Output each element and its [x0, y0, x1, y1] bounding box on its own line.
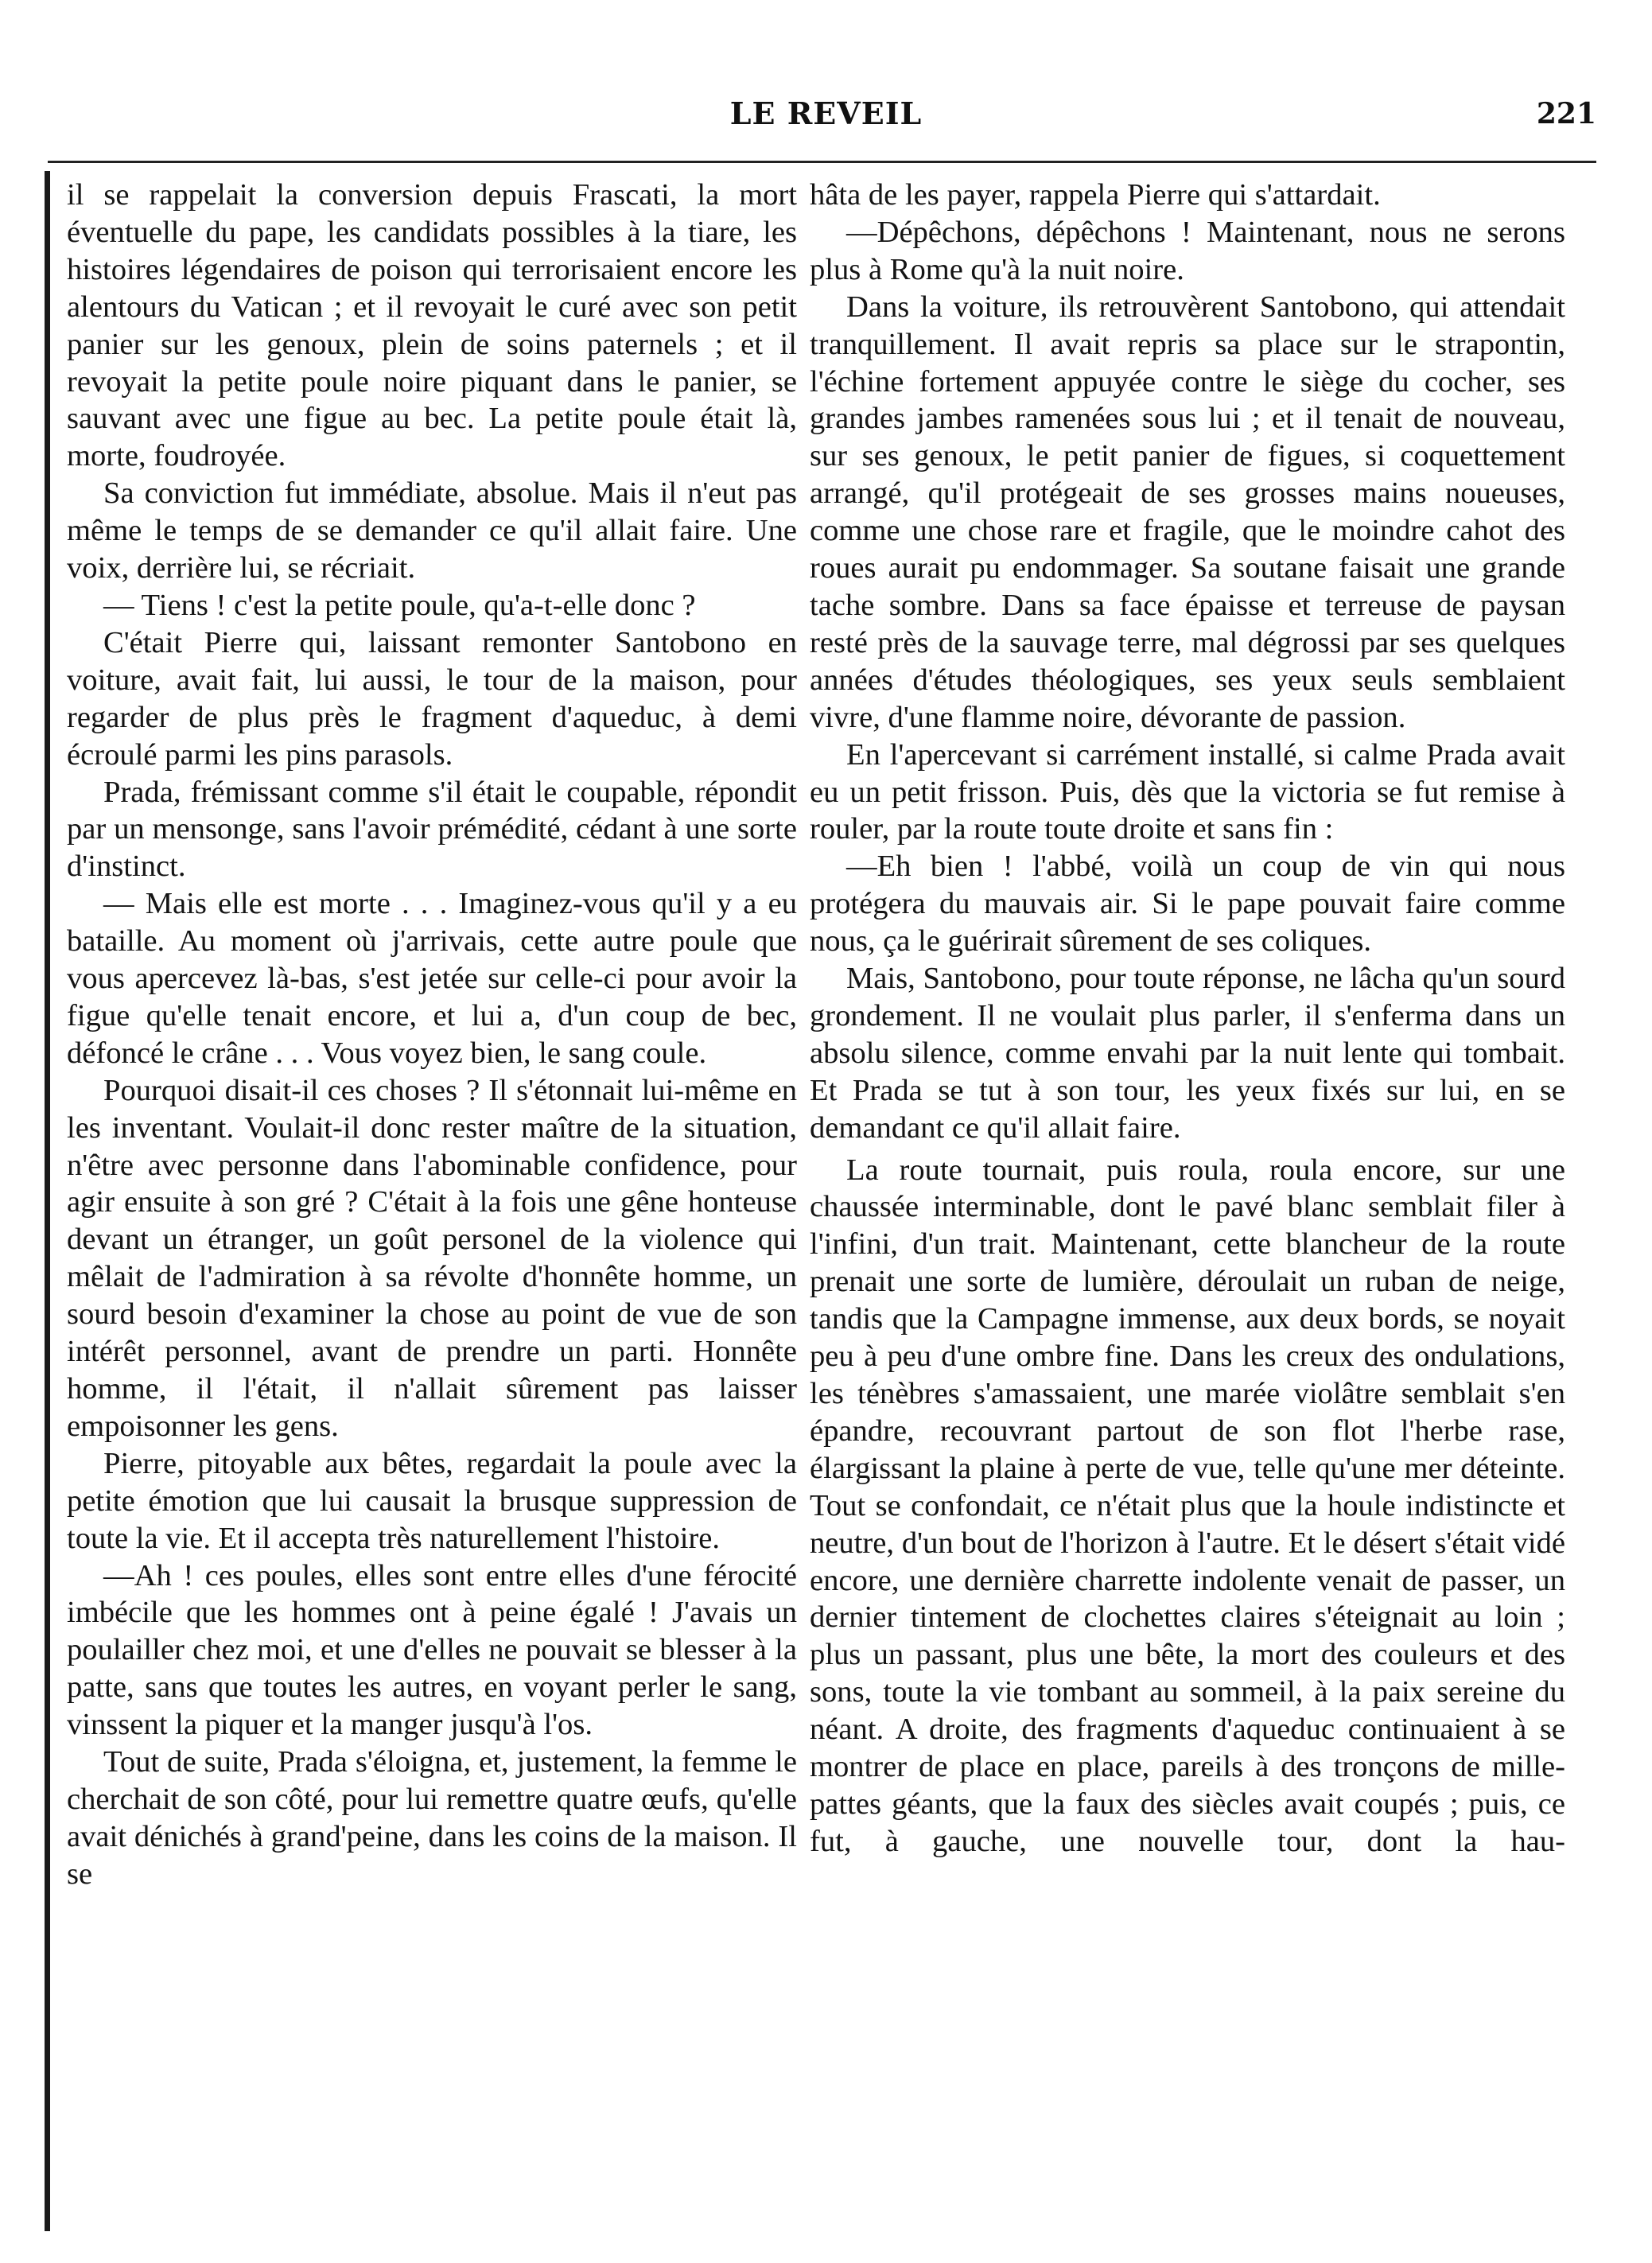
- paragraph: La route tournait, puis roula, roula encore, sur une chaussée interminable, dont le pavé blanc semblait filer à l'infini, d'un trait. Maintenant, cette blancheur de la route prenait une sorte de lumière, déroulait un ruban de neige, tandis que la Campagne immense, aux deux bords, se noyait peu à peu d'une ombre fine. Dans les creux des ondulations, les ténèbres s'amassaient, une marée violâtre semblait s'en épandre, recouvrant partout de son flot l'herbe rase, élargissant la plaine à perte de vue, telle qu'une mer déteinte. Tout se confondait, ce n'était plus que la houle indistincte et neutre, d'un bout de l'horizon à l'autre. Et le désert s'était vidé encore, une dernière charrette indolente venait de passer, un dernier tintement de clochettes claires s'éteignait au loin ; plus un passant, plus une bête, la mort des couleurs et des sons, toute la vie tombant au sommeil, à la paix sereine du néant. A droite, des fragments d'aqueduc continuaient à se montrer de place en place, pareils à des tronçons de mille-pattes géants, que la faux des siècles avait coupés ; puis, ce fut, à gauche, une nouvelle tour, dont la hau-: [810, 1153, 1565, 1858]
- paragraph: hâta de les payer, rappela Pierre qui s'attardait.: [810, 178, 1381, 212]
- paragraph: En l'apercevant si carrément installé, si calme Prada avait eu un petit frisson. Puis, dès que la victoria se fut remise à rouler, par la route toute droite et sans fin :: [810, 737, 1565, 846]
- page-header: [48, 95, 1604, 151]
- paragraph: — Tiens ! c'est la petite poule, qu'a-t-elle donc ?: [103, 588, 696, 622]
- paragraph: Prada, frémissant comme s'il était le coupable, répondit par un mensonge, sans l'avoir prémédité, cédant à une sorte d'instinct.: [67, 775, 797, 884]
- header-rule: [48, 161, 1596, 163]
- right-column: [810, 177, 1565, 1861]
- paragraph: Mais, Santobono, pour toute réponse, ne lâcha qu'un sourd grondement. Il ne voulait plus parler, il s'enferma dans un absolu silence, comme envahi par la nuit lente qui tombait. Et Prada se tut à son tour, les yeux fixés sur lui, en se demandant ce qu'il allait faire.: [810, 962, 1565, 1145]
- paragraph: Pourquoi disait-il ces choses ? Il s'étonnait lui-même en les inventant. Voulait-il donc rester maître de la situation, n'être avec personne dans l'abominable confidence, pour agir ensuite à son gré ? C'était à la fois une gêne honteuse devant un étranger, un goût personel de la violence qui mêlait de l'admiration à sa révolte d'honnête homme, un sourd besoin d'examiner la chose au point de vue de son intérêt personnel, avant de prendre un parti. Honnête homme, il l'était, il n'allait sûrement pas laisser empoisonner les gens.: [67, 1073, 797, 1443]
- paragraph: il se rappelait la conversion depuis Frascati, la mort éventuelle du pape, les candidats possibles à la tiare, les histoires légendaires de poison qui terrorisaient encore les alentours du Vatican ; et il revoyait le curé avec son petit panier sur les genoux, plein de soins paternels ; et il revoyait la petite poule noire piquant dans le panier, se sauvant avec une figue au bec. La petite poule était là, morte, foudroyée.: [67, 178, 797, 473]
- paragraph: C'était Pierre qui, laissant remonter Santobono en voiture, avait fait, lui aussi, le tour de la maison, pour regarder de plus près le fragment d'aqueduc, à demi écroulé parmi les pins parasols.: [67, 625, 797, 772]
- running-title: LE REVEIL: [729, 95, 923, 131]
- paragraph: —Eh bien ! l'abbé, voilà un coup de vin qui nous protégera du mauvais air. Si le pape pouvait faire comme nous, ça le guérirait sûrement de ses coliques.: [810, 850, 1565, 958]
- paragraph: —Ah ! ces poules, elles sont entre elles d'une férocité imbécile que les hommes ont à peine égalé ! J'avais un poulailler chez moi, et une d'elles ne pouvait se blesser à la patte, sans que toutes les autres, en voyant perler le sang, vinssent la piquer et la manger jusqu'à l'os.: [67, 1558, 797, 1742]
- page-number: 221: [1536, 97, 1596, 130]
- paragraph: Sa conviction fut immédiate, absolue. Mais il n'eut pas même le temps de se demander ce qu'il allait faire. Une voix, derrière lui, se récriait.: [67, 476, 797, 585]
- left-column: [67, 177, 797, 1893]
- paragraph: — Mais elle est morte . . . Imaginez-vous qu'il y a eu bataille. Au moment où j'arrivais, cette autre poule que vous apercevez là-bas, s'est jetée sur celle-ci pour avoir la figue qu'elle tenait encore, et lui a, d'un coup de bec, défoncé le crâne . . . Vous voyez bien, le sang coule.: [67, 887, 797, 1070]
- binding-edge-shadow: [45, 171, 50, 2231]
- paragraph: —Dépêchons, dépêchons ! Maintenant, nous ne serons plus à Rome qu'à la nuit noire.: [810, 215, 1565, 286]
- paragraph: Tout de suite, Prada s'éloigna, et, justement, la femme le cherchait de son côté, pour lui remettre quatre œufs, qu'elle avait dénichés à grand'peine, dans les coins de la maison. Il se: [67, 1745, 797, 1891]
- paragraph: Dans la voiture, ils retrouvèrent Santobono, qui attendait tranquillement. Il avait repris sa place sur le strapontin, l'échine fortement appuyée contre le siège du cocher, ses grandes jambes ramenées sous lui ; et il tenait de nouveau, sur ses genoux, le petit panier de figues, si coquettement arrangé, qu'il protégeait de ses grosses mains noueuses, comme une chose rare et fragile, que le moindre cahot des roues aurait pu endommager. Sa soutane faisait une grande tache sombre. Dans sa face épaisse et terreuse de paysan resté près de la sauvage terre, mal dégrossi par ses quelques années d'études théologiques, ses yeux seuls semblaient vivre, d'une flamme noire, dévorante de passion.: [810, 290, 1565, 734]
- paragraph: Pierre, pitoyable aux bêtes, regardait la poule avec la petite émotion que lui causait la brusque suppression de toute la vie. Et il accepta très naturellement l'histoire.: [67, 1446, 797, 1555]
